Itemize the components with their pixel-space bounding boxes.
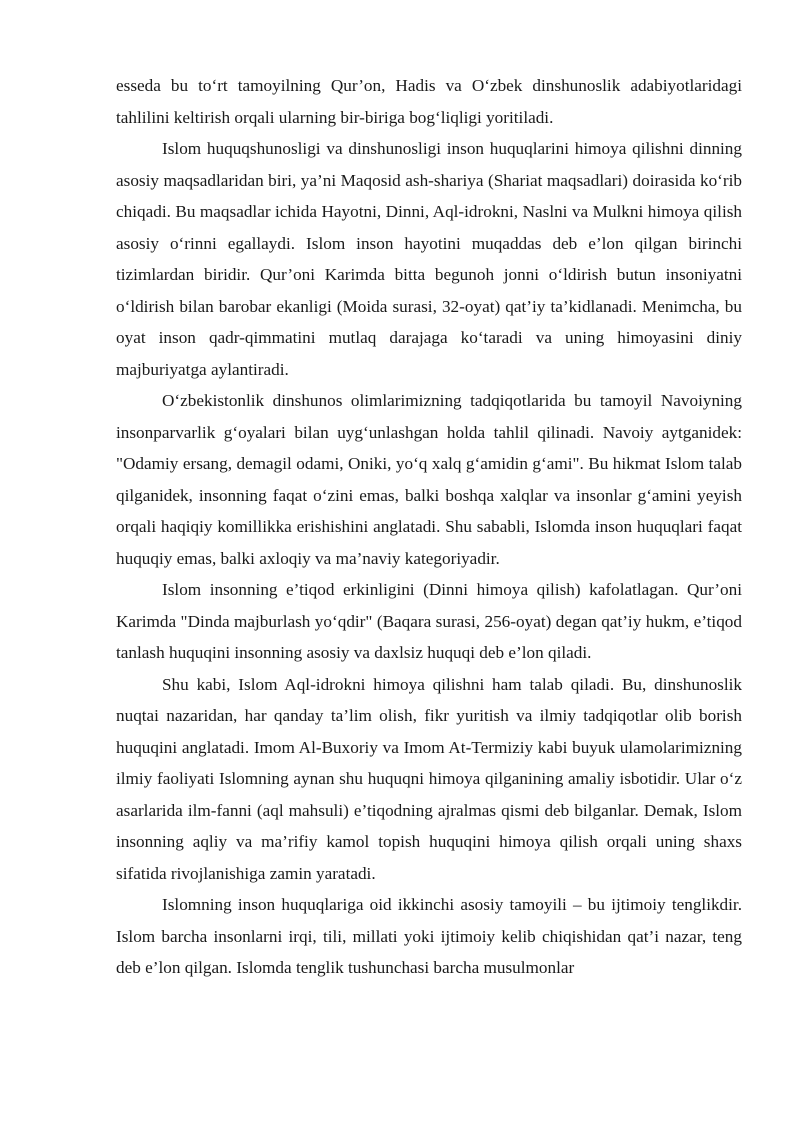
- paragraph-5: Shu kabi, Islom Aql-idrokni himoya qilishni ham talab qiladi. Bu, dinshunoslik nuqtai nazaridan, har qanday ta’lim olish, fikr yuritish va ilmiy tadqiqotlar olib borish huquqini anglatadi. Imom Al-Buxoriy va Imom At-Termiziy kabi buyuk ulamolarimizning ilmiy faoliyati Islomning aynan shu huquqni himoya qilganining amaliy isbotidir. Ular o‘z asarlarida ilm-fanni (aql mahsuli) e’tiqodning ajralmas qismi deb bilganlar. Demak, Islom insonning aqliy va ma’rifiy kamol topish huquqini himoya qilish orqali uning shaxs sifatida rivojlanishiga zamin yaratadi.: [116, 674, 742, 883]
- paragraph-6: Islomning inson huquqlariga oid ikkinchi asosiy tamoyili – bu ijtimoiy tenglikdir. Islom barcha insonlarni irqi, tili, millati yoki ijtimoiy kelib chiqishidan qat’i nazar, teng deb e’lon qilgan. Islomda tenglik tushunchasi barcha musulmonlar: [116, 895, 742, 977]
- document-body: [116, 70, 742, 984]
- paragraph-4: Islom insonning e’tiqod erkinligini (Dinni himoya qilish) kafolatlagan. Qur’oni Karimda "Dinda majburlash yo‘qdir" (Baqara surasi, 256-oyat) degan qat’iy hukm, e’tiqod tanlash huquqini insonning asosiy va daxlsiz huquqi deb e’lon qiladi.: [116, 580, 742, 662]
- paragraph-2: Islom huquqshunosligi va dinshunosligi inson huquqlarini himoya qilishni dinning asosiy maqsadlaridan biri, ya’ni Maqosid ash-shariya (Shariat maqsadlari) doirasida ko‘rib chiqadi. Bu maqsadlar ichida Hayotni, Dinni, Aql-idrokni, Naslni va Mulkni himoya qilish asosiy o‘rinni egallaydi. Islom inson hayotini muqaddas deb e’lon qilgan birinchi tizimlardan biridir. Qur’oni Karimda bitta begunoh jonni o‘ldirish butun insoniyatni o‘ldirish bilan barobar ekanligi (Moida surasi, 32-oyat) qat’iy ta’kidlanadi. Menimcha, bu oyat inson qadr-qimmatini mutlaq darajaga ko‘taradi va uning himoyasini diniy majburiyatga aylantiradi.: [116, 139, 742, 379]
- paragraph-1: esseda bu to‘rt tamoyilning Qur’on, Hadis va O‘zbek dinshunoslik adabiyotlaridagi tahlilini keltirish orqali ularning bir-biriga bog‘liqligi yoritiladi.: [116, 76, 742, 127]
- paragraph-3: O‘zbekistonlik dinshunos olimlarimizning tadqiqotlarida bu tamoyil Navoiyning insonparvarlik g‘oyalari bilan uyg‘unlashgan holda tahlil qilinadi. Navoiy aytganidek: "Odamiy ersang, demagil odami, Oniki, yo‘q xalq g‘amidin g‘ami". Bu hikmat Islom talab qilganidek, insonning faqat o‘zini emas, balki boshqa xalqlar va insonlar g‘amini yeyish orqali haqiqiy komillikka erishishini anglatadi. Shu sababli, Islomda inson huquqlari faqat huquqiy emas, balki axloqiy va ma’naviy kategoriyadir.: [116, 391, 742, 568]
